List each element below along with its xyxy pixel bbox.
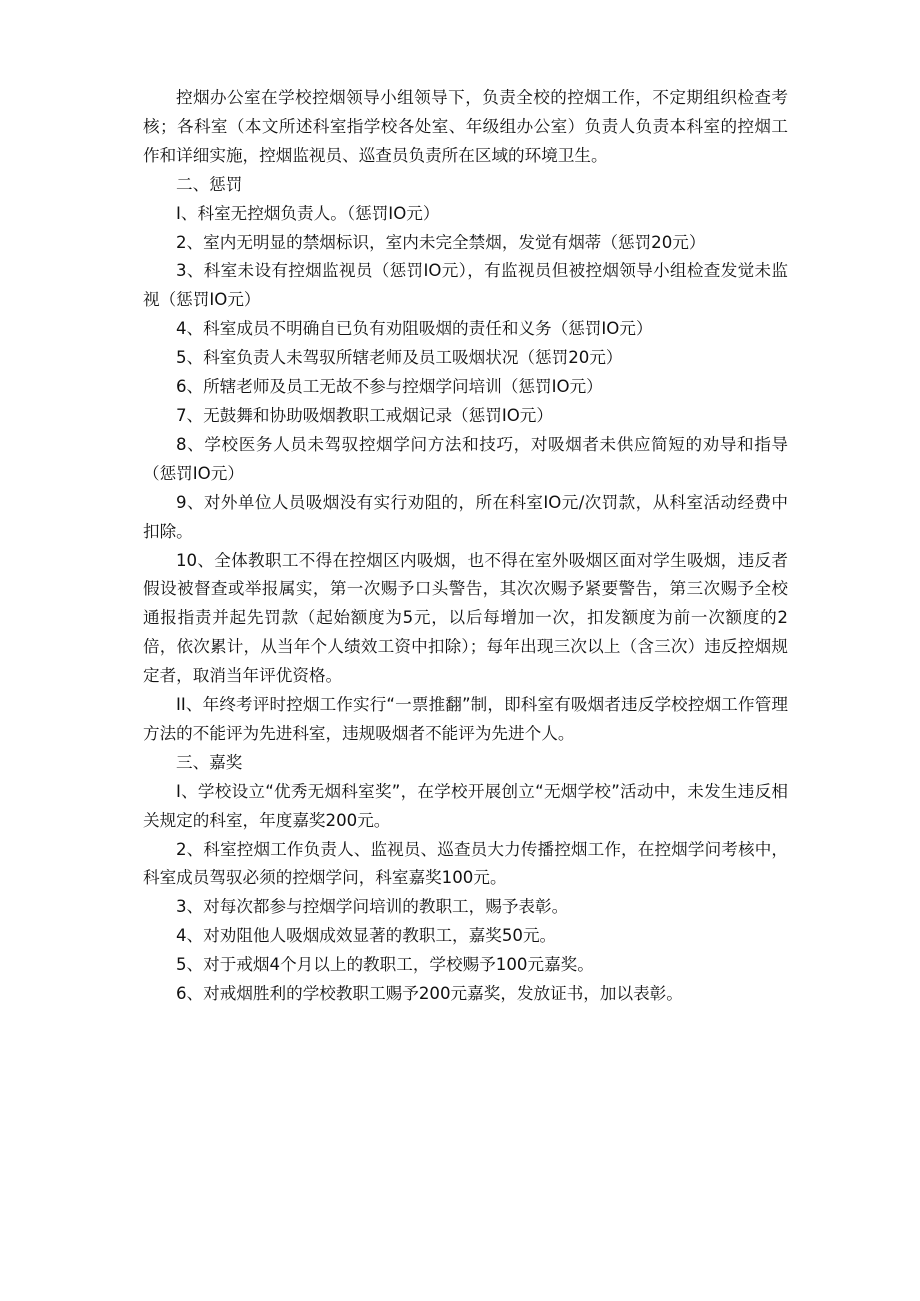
penalty-item: 8、学校医务人员未驾驭控烟学问方法和技巧，对吸烟者未供应简短的劝导和指导（惩罚IO元）	[143, 434, 788, 483]
penalty-item: I、科室无控烟负责人。（惩罚IO元）	[176, 203, 440, 223]
penalty-item: 6、所辖老师及员工无故不参与控烟学问培训（惩罚IO元）	[176, 377, 603, 397]
reward-item: 6、对戒烟胜利的学校教职工赐予200元嘉奖，发放证书，加以表彰。	[176, 984, 683, 1004]
section-heading-reward: 三、嘉奖	[176, 752, 243, 772]
reward-item: 5、对于戒烟4个月以上的教职工，学校赐予100元嘉奖。	[176, 955, 594, 975]
section-heading-penalty: 二、惩罚	[176, 174, 243, 194]
penalty-item: 10、全体教职工不得在控烟区内吸烟，也不得在室外吸烟区面对学生吸烟，违反者假设被督查或举报属实，第一次赐予口头警告，其次次赐予紧要警告，第三次赐予全校通报指责并起先罚款（起始额度为5元，以后每增加一次，扣发额度为前一次额度的2倍，依次累计，从当年个人绩效工资中扣除）；每年出现三次以上（含三次）违反控烟规定者，取消当年评优资格。	[143, 550, 788, 686]
intro-paragraph: 控烟办公室在学校控烟领导小组领导下，负责全校的控烟工作，不定期组织检查考核；各科室（本文所述科室指学校各处室、年级组办公室）负责人负责本科室的控烟工作和详细实施，控烟监视员、巡查员负责所在区域的环境卫生。	[143, 88, 788, 165]
penalty-item: 3、科室未设有控烟监视员（惩罚IO元），有监视员但被控烟领导小组检查发觉未监视（惩罚IO元）	[143, 261, 788, 310]
penalty-item: 2、室内无明显的禁烟标识，室内未完全禁烟，发觉有烟蒂（惩罚20元）	[176, 232, 706, 252]
penalty-item: 7、无鼓舞和协助吸烟教职工戒烟记录（惩罚IO元）	[176, 405, 553, 425]
reward-item: 3、对每次都参与控烟学问培训的教职工，赐予表彰。	[176, 897, 569, 917]
penalty-item: 9、对外单位人员吸烟没有实行劝阻的，所在科室IO元/次罚款，从科室活动经费中扣除。	[143, 492, 788, 541]
reward-item: 2、科室控烟工作负责人、监视员、巡查员大力传播控烟工作，在控烟学问考核中，科室成员驾驭必须的控烟学问，科室嘉奖100元。	[143, 839, 788, 888]
penalty-item: 5、科室负责人未驾驭所辖老师及员工吸烟状况（惩罚20元）	[176, 348, 623, 368]
penalty-item: 4、科室成员不明确自已负有劝阻吸烟的责任和义务（惩罚IO元）	[176, 319, 653, 339]
reward-item: I、学校设立“优秀无烟科室奖”，在学校开展创立“无烟学校”活动中，未发生违反相关规定的科室，年度嘉奖200元。	[143, 781, 788, 830]
penalty-item: II、年终考评时控烟工作实行“一票推翻”制，即科室有吸烟者违反学校控烟工作管理方法的不能评为先进科室，违规吸烟者不能评为先进个人。	[143, 695, 788, 743]
reward-item: 4、对劝阻他人吸烟成效显著的教职工，嘉奖50元。	[176, 926, 557, 946]
document-body	[143, 84, 788, 1009]
